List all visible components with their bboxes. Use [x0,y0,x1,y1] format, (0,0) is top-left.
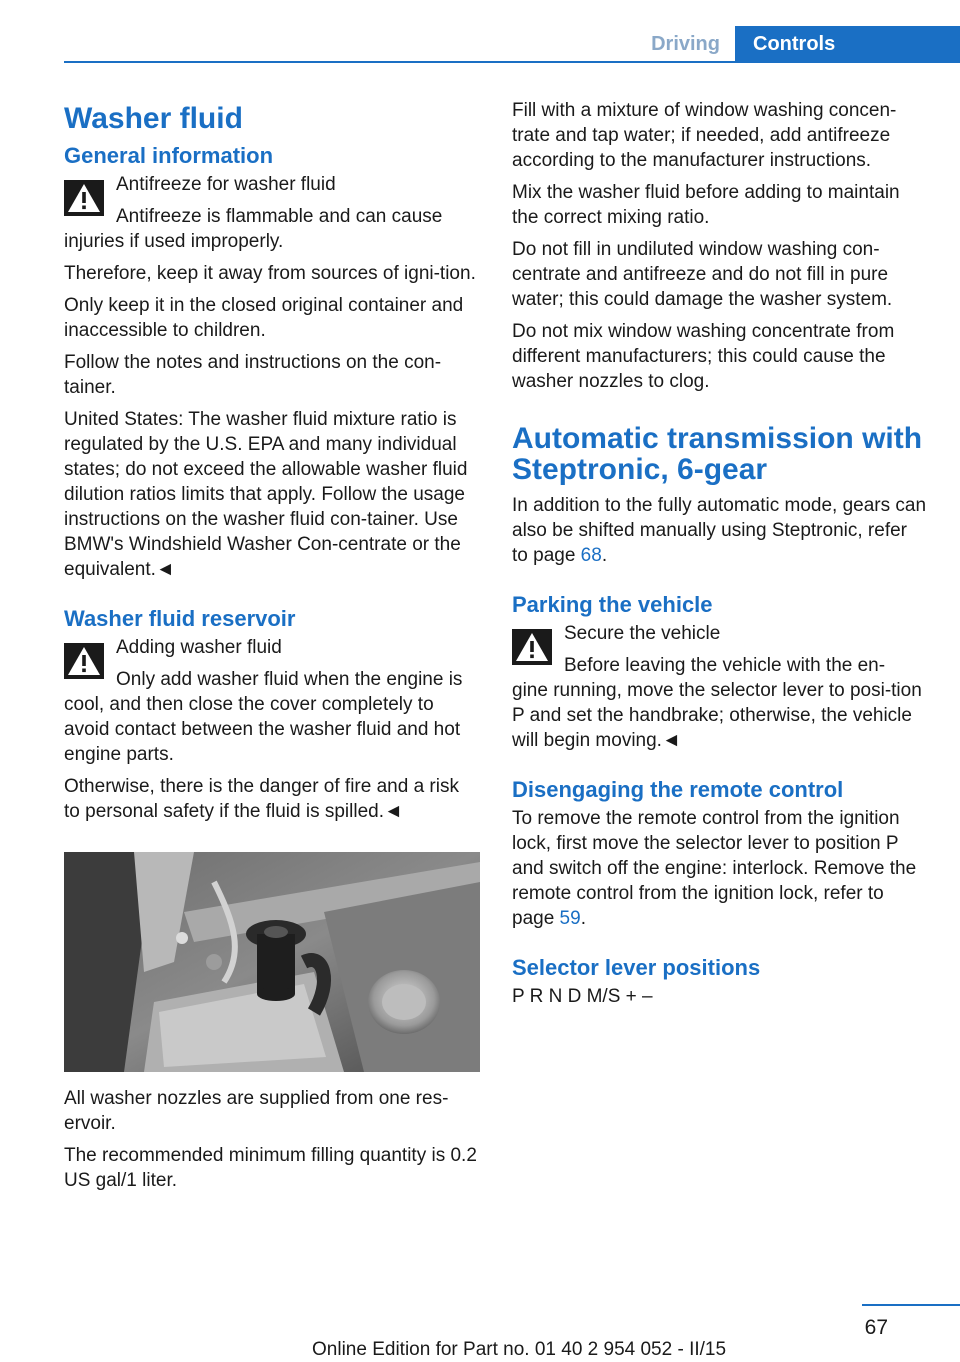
paragraph: Fill with a mixture of window washing concen‐trate and tap water; if needed, add antifreeze according to the manufacturer instructions. [512,100,897,171]
warning-adding-washer-fluid [64,635,480,767]
header-rule [64,61,960,63]
warning-title: Antifreeze for washer fluid [116,174,336,195]
paragraph: Otherwise, there is the danger of fire and a risk to personal safety if the fluid is spilled.◄ [64,776,459,822]
page-link-68[interactable]: 68 [580,545,602,566]
paragraph-text: . [580,908,586,929]
footer-rule [862,1304,960,1306]
paragraph: Do not mix window washing concentrate from different manufacturers; this could cause the washer nozzles to clog. [512,321,895,392]
paragraph: The recommended minimum filling quantity is 0.2 US gal/1 liter. [64,1145,477,1191]
warning-triangle-icon [64,180,104,216]
heading-washer-fluid-reservoir: Washer fluid reservoir [64,606,296,631]
right-column [512,98,928,1016]
selector-positions-text: P R N D M/S + – [512,986,653,1007]
page-number: 67 [864,1316,888,1339]
warning-secure-the-vehicle [512,621,928,753]
heading-parking-the-vehicle: Parking the vehicle [512,592,713,617]
warning-title: Secure the vehicle [564,623,721,644]
warning-text: gine running, move the selector lever to posi‐tion P and set the handbrake; otherwise, the vehicle will begin moving.◄ [512,680,922,751]
title-automatic-transmission: Automatic transmission with Steptronic, 6-gear [512,422,923,486]
paragraph: Mix the washer fluid before adding to maintain the correct mixing ratio. [512,182,900,228]
warning-text: injuries if used improperly. [64,231,284,252]
left-column [64,98,480,1200]
paragraph-steptronic [512,493,928,568]
header-section-driving: Driving [651,33,720,55]
footer-edition: Online Edition for Part no. 01 40 2 954 052 - II/15 [312,1339,727,1360]
warning-first-line: Antifreeze is flammable and can cause [116,206,443,227]
engine-bay-photo [64,852,480,1072]
warning-triangle-icon [512,629,552,665]
paragraph: Do not fill in undiluted window washing con‐centrate and antifreeze and do not fill in pure water; this could damage the washer system. [512,239,893,310]
page-link-59[interactable]: 59 [559,908,581,929]
paragraph-remote-control [512,806,928,931]
warning-text: cool, and then close the cover completely to avoid contact between the washer fluid and hot engine parts. [64,694,461,765]
heading-general-information: General information [64,143,274,168]
warning-first-line: Only add washer fluid when the engine is [116,669,463,690]
warning-first-line: Before leaving the vehicle with the en‐ [564,655,886,676]
heading-selector-lever-positions: Selector lever positions [512,955,761,980]
heading-disengaging-remote-control: Disengaging the remote control [512,777,844,802]
warning-antifreeze [64,172,480,254]
header-chapter-controls: Controls [735,26,960,62]
paragraph-text: To remove the remote control from the ignition lock, first move the selector lever to position P and switch off the engine: interlock. Remove the remote control from the ignition lock, refer to page [512,808,917,929]
paragraph-text: In addition to the fully automatic mode, gears can also be shifted manually using Steptronic, refer to page [512,495,927,566]
paragraph: All washer nozzles are supplied from one res‐ervoir. [64,1088,449,1134]
title-washer-fluid: Washer fluid [64,102,243,135]
paragraph-text: . [601,545,608,566]
paragraph: United States: The washer fluid mixture ratio is regulated by the U.S. EPA and many individual states; do not exceed the allowable washer fluid dilution ratios limits that apply. Follow the usage instructions on the washer fluid con‐tainer. Use BMW's Windshield Washer Con‐centrate or the equivalent.◄ [64,409,468,580]
paragraph: Follow the notes and instructions on the con‐tainer. [64,352,442,398]
paragraph: Only keep it in the closed original container and inaccessible to children. [64,295,464,341]
paragraph: Therefore, keep it away from sources of igni‐tion. [64,263,476,284]
warning-title: Adding washer fluid [116,637,282,658]
warning-triangle-icon [64,643,104,679]
